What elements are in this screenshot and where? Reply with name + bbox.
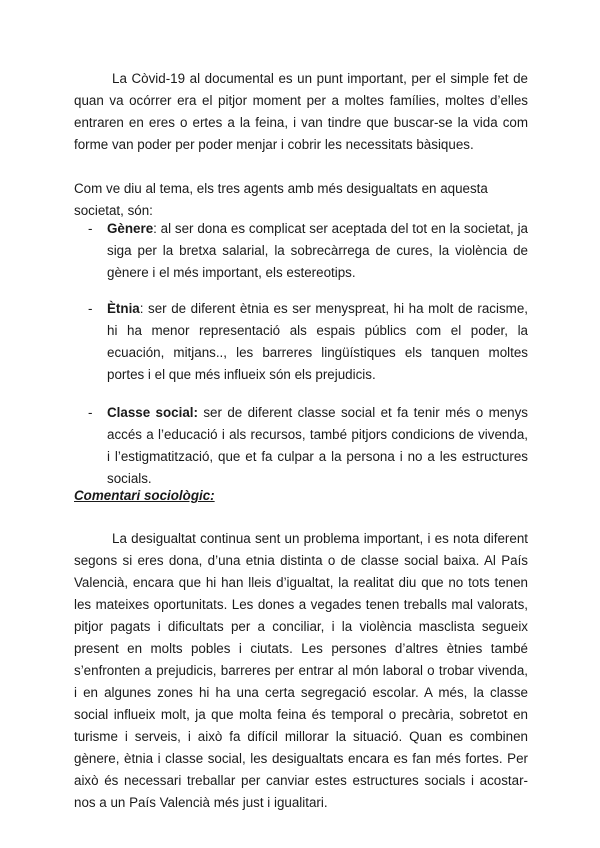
list-item-term: Classe social: xyxy=(107,405,198,420)
comment-paragraph: La desigualtat continua sent un problema important, i es nota diferent segons si eres dona, d’una etnia distinta o de classe social baixa. Al País Valencià, encara que hi han lleis d’igualtat, la realitat diu que no tots tenen les mateixes oportunitats. Les dones a vegades tenen treballs mal valorats, pitjor pagats i dificultats per a conciliar, i la violència masclista segueix present en molts pobles i ciutats. Les persones d’altres ètnies també s’enfronten a prejudicis, barreres per entrar al món laboral o trobar vivenda, i en algunes zones hi ha una certa segregació escolar. A més, la classe social influeix molt, ja que molta feina és temporal o precària, sobretot en turisme i serveis, i això fa difícil millorar la situació. Quan es combinen gènere, ètnia i classe social, les desigualtats encara es fan més fortes. Per això és necessari treballar per canviar estes estructures socials i acostar-nos a un País Valencià més just i igualitari. xyxy=(74,531,528,810)
lead-paragraph: Com ve diu al tema, els tres agents amb més desigualtats en aquesta societat, són: xyxy=(74,181,488,218)
list-item-etnia xyxy=(107,298,528,386)
list-item-text: : al ser dona es complicat ser aceptada del tot en la societat, ja siga per la bretxa salarial, la sobrecàrrega de cures, la violència de gènere i el més important, els estereotips. xyxy=(107,221,528,280)
list-item-text: : ser de diferent ètnia es ser menyspreat, hi ha molt de racisme, hi ha menor representació als espais públics com el poder, la ecuación, mitjans.., les barreres lingüístiques els tanquen moltes portes i el que més influeix són els prejudicis. xyxy=(107,301,528,382)
list-item-genere xyxy=(107,218,528,284)
section-heading: Comentari sociològic: xyxy=(74,488,215,503)
intro-paragraph: La Còvid-19 al documental es un punt important, per el simple fet de quan va ocórrer era el pitjor moment per a moltes famílies, moltes d’elles entraren en eres o ertes a la feina, i van tindre que buscar-se la vida com forme van poder per poder menjar i cobrir les necessitats bàsiques. xyxy=(74,71,528,152)
list-bullet: - xyxy=(88,301,93,316)
list-item-classe-social xyxy=(107,402,528,490)
list-item-text: ser de diferent classe social et fa tenir més o menys accés a l’educació i als recursos, també pitjors condicions de vivenda, i l’estigmatització, que et fa culpar a la persona i no a les estructures socials. xyxy=(107,405,529,486)
list-bullet: - xyxy=(88,221,93,236)
list-item-term: Ètnia xyxy=(107,301,140,316)
list-bullet: - xyxy=(88,405,93,420)
list-item-term: Gènere xyxy=(107,221,154,236)
